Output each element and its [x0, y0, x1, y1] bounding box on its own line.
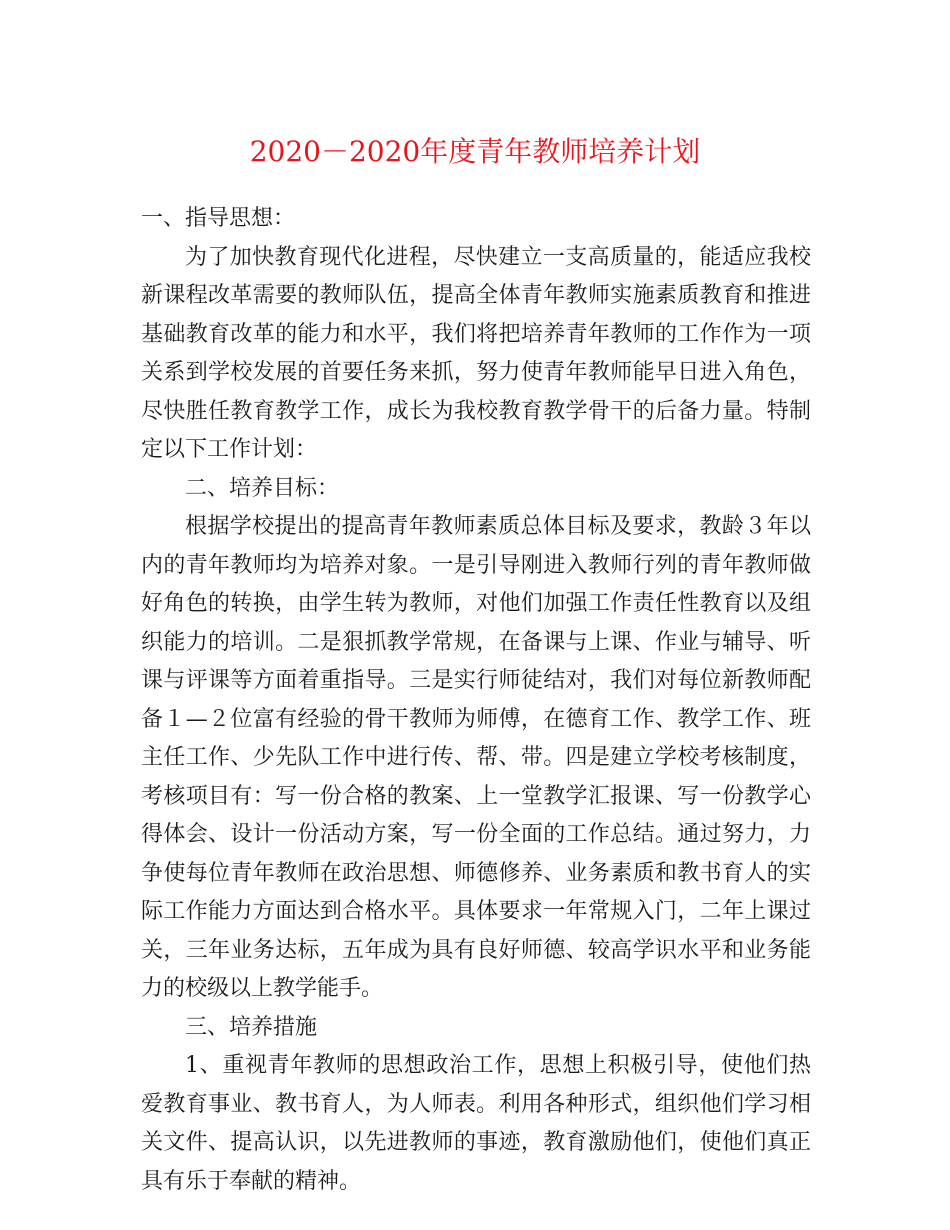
paragraph-measure-1: 1、重视青年教师的思想政治工作，思想上积极引导，使他们热爱教育事业、教书育人，为人师表。利用各种形式，组织他们学习相关文件、提高认识，以先进教师的事迹，教育激励他们，使他们真正具有乐于奉献的精神。: [141, 1053, 811, 1194]
section-heading-training-goals: 二、培养目标：: [185, 475, 340, 501]
section-heading-training-measures: 三、培养措施: [185, 1014, 318, 1040]
section-heading-guiding-thought: 一、指导思想：: [141, 206, 296, 231]
document-title: 2020－2020年度青年教师培养计划: [249, 135, 701, 168]
document-body: [141, 200, 811, 1201]
paragraph-guiding-thought: 为了加快教育现代化进程，尽快建立一支高质量的，能适应我校新课程改革需要的教师队伍，提高全体青年教师实施素质教育和推进基础教育改革的能力和水平，我们将把培养青年教师的工作作为一项关系到学校发展的首要任务来抓，努力使青年教师能早日进入角色，尽快胜任教育教学工作，成长为我校教育教学骨干的后备力量。特制定以下工作计划：: [141, 244, 811, 462]
paragraph-training-goals: 根据学校提出的提高青年教师素质总体目标及要求，教龄３年以内的青年教师均为培养对象。一是引导刚进入教师行列的青年教师做好角色的转换，由学生转为教师，对他们加强工作责任性教育以及组织能力的培训。二是狠抓教学常规，在备课与上课、作业与辅导、听课与评课等方面着重指导。三是实行师徒结对，我们对每位新教师配备１—２位富有经验的骨干教师为师傅，在德育工作、教学工作、班主任工作、少先队工作中进行传、帮、带。四是建立学校考核制度，考核项目有：写一份合格的教案、上一堂教学汇报课、写一份教学心得体会、设计一份活动方案，写一份全面的工作总结。通过努力，力争使每位青年教师在政治思想、师德修养、业务素质和教书育人的实际工作能力方面达到合格水平。具体要求一年常规入门，二年上课过关，三年业务达标，五年成为具有良好师德、较高学识水平和业务能力的校级以上教学能手。: [141, 514, 811, 1001]
